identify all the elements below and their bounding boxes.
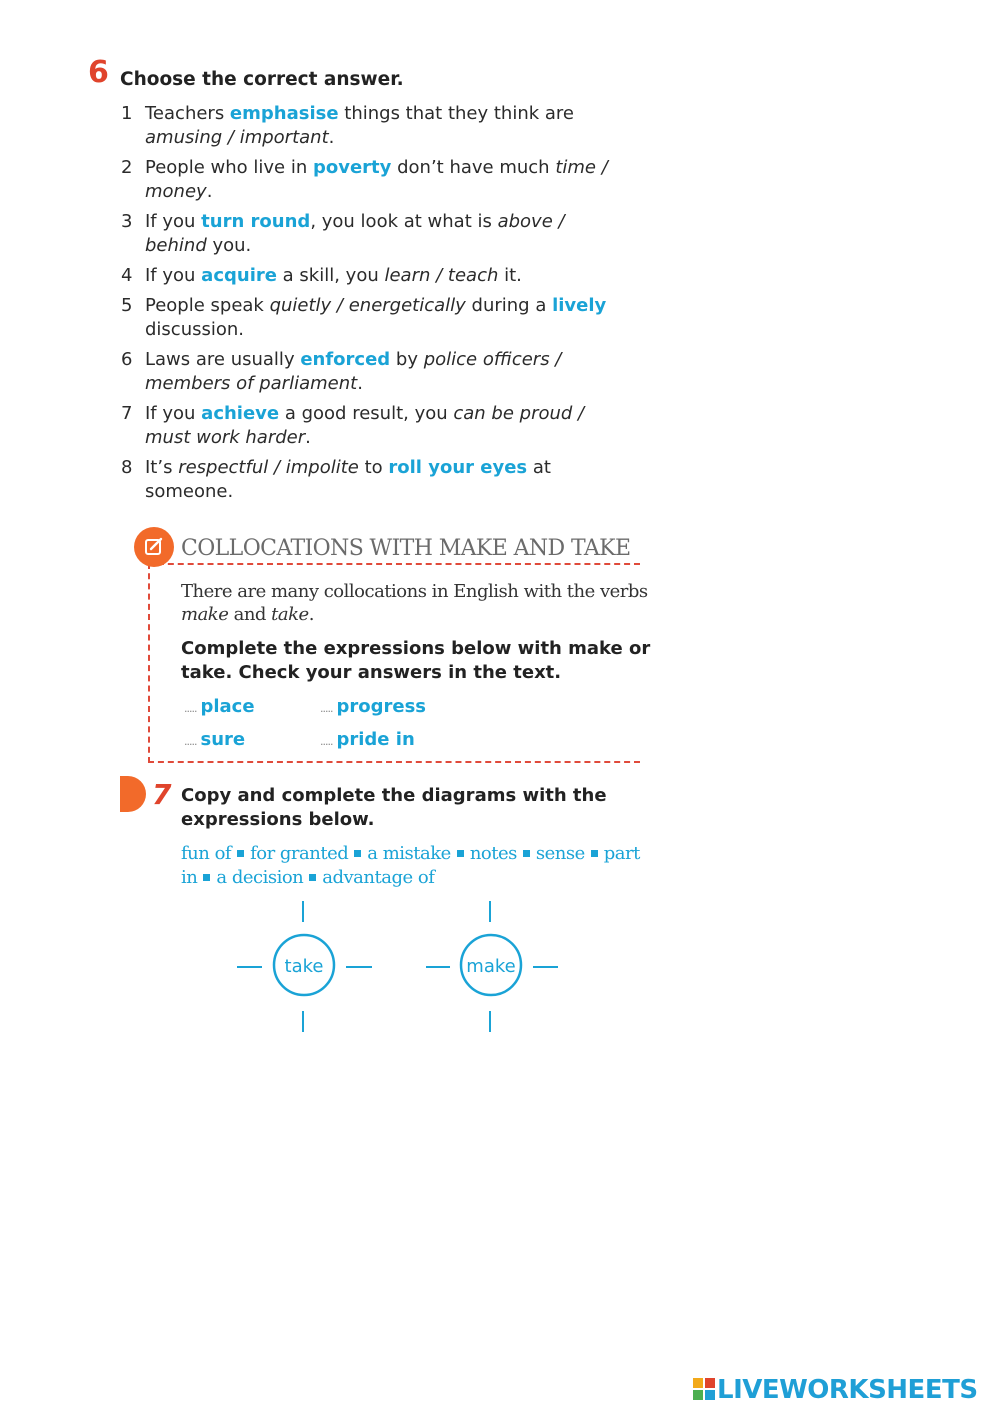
text-segment: . xyxy=(305,427,311,448)
question-number: 8 xyxy=(121,457,133,478)
text-segment: . xyxy=(308,604,314,625)
text-segment: during a xyxy=(465,295,553,316)
expression-text: sure xyxy=(200,729,246,750)
liveworksheets-logo-icon xyxy=(693,1378,715,1400)
text-segment: at someone. xyxy=(145,457,551,502)
text-segment: and xyxy=(228,604,272,625)
collocations-instruction: Complete the expressions below with make or take. Check your answers in the text. xyxy=(181,638,651,683)
make-diagram-label: make xyxy=(466,956,516,977)
exercise-6-title: Choose the correct answer. xyxy=(120,69,404,90)
text-segment: If you xyxy=(145,403,202,424)
blank-dots: ..... xyxy=(320,702,333,715)
exercise-7-number: 7 xyxy=(152,778,172,811)
expression-word: fun of xyxy=(181,843,232,864)
option-text: police officers / members of parliament xyxy=(145,349,562,394)
question-number: 5 xyxy=(121,295,133,316)
liveworksheets-brand xyxy=(693,1375,978,1405)
option-text: learn / teach xyxy=(384,265,499,286)
question-number: 1 xyxy=(121,103,133,124)
option-text: respectful / impolite xyxy=(178,457,359,478)
blank-dots: ..... xyxy=(184,735,197,748)
text-segment: It’s xyxy=(145,457,179,478)
text-segment: There are many collocations in English with the verbs xyxy=(181,581,648,602)
option-text: can be proud / must work harder xyxy=(145,403,585,448)
option-text: make xyxy=(181,604,229,625)
expression-word: notes xyxy=(469,843,517,864)
keyword: achieve xyxy=(201,403,280,424)
expression-word: sense xyxy=(535,843,585,864)
keyword: poverty xyxy=(312,157,392,178)
question-number: 6 xyxy=(121,349,133,370)
text-segment: People who live in xyxy=(145,157,313,178)
text-segment: If you xyxy=(145,265,202,286)
expression-word: advantage of xyxy=(322,867,435,888)
keyword: turn round xyxy=(201,211,311,232)
expression-word: a decision xyxy=(216,867,304,888)
keyword: lively xyxy=(552,295,607,316)
collocations-title: COLLOCATIONS WITH MAKE AND TAKE xyxy=(181,536,631,561)
text-segment: If you xyxy=(145,211,202,232)
text-segment: by xyxy=(390,349,424,370)
text-segment: Laws are usually xyxy=(145,349,301,370)
expression-word: part in xyxy=(181,843,640,888)
text-segment: . xyxy=(357,373,363,394)
option-text: quietly / energetically xyxy=(269,295,466,316)
expression-word: a mistake xyxy=(367,843,451,864)
question-number: 3 xyxy=(121,211,133,232)
question-number: 2 xyxy=(121,157,133,178)
text-segment: . xyxy=(328,127,335,148)
brand-text: LIVEWORKSHEETS xyxy=(717,1375,978,1405)
text-segment: you. xyxy=(206,235,252,256)
question-number: 4 xyxy=(121,265,133,286)
text-segment: . xyxy=(206,181,213,202)
expression-text: pride in xyxy=(336,729,415,750)
text-segment: Teachers xyxy=(145,103,230,124)
exercise-7-title: Copy and complete the diagrams with the expressions below. xyxy=(181,785,607,830)
keyword: emphasise xyxy=(229,103,339,124)
question-number: 7 xyxy=(121,403,133,424)
option-text: above / behind xyxy=(145,211,565,256)
blank-dots: ..... xyxy=(320,735,333,748)
text-segment: to xyxy=(358,457,389,478)
keyword: enforced xyxy=(300,349,391,370)
text-segment: People speak xyxy=(145,295,270,316)
text-segment: a skill, you xyxy=(276,265,385,286)
text-segment: don’t have much xyxy=(391,157,556,178)
keyword: roll your eyes xyxy=(388,457,528,478)
option-text: take xyxy=(271,604,309,625)
expression-text: place xyxy=(200,696,255,717)
text-segment: things that they think are xyxy=(338,103,574,124)
take-diagram-label: take xyxy=(284,956,324,977)
blank-dots: ..... xyxy=(184,702,197,715)
text-segment: discussion. xyxy=(145,319,245,340)
text-segment: a good result, you xyxy=(279,403,454,424)
option-text: time / money xyxy=(145,157,608,202)
make-diagram xyxy=(426,901,558,1032)
expression-text: progress xyxy=(336,696,427,717)
take-diagram xyxy=(237,901,372,1032)
keyword: acquire xyxy=(201,265,277,286)
expression-word: for granted xyxy=(250,843,349,864)
exercise-6-number: 6 xyxy=(88,55,109,90)
text-segment: , you look at what is xyxy=(310,211,498,232)
text-segment: it. xyxy=(498,265,522,286)
option-text: amusing / important xyxy=(145,127,329,148)
